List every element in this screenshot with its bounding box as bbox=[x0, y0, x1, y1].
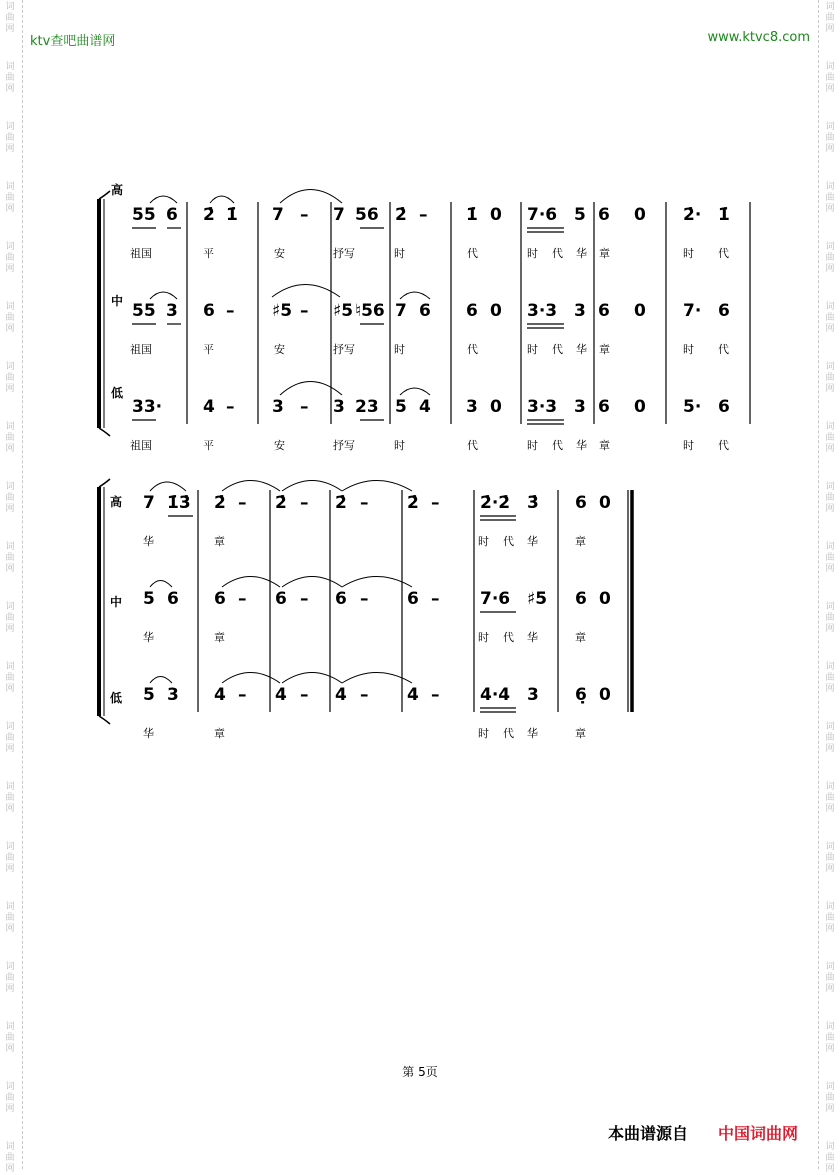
part-label: 低 bbox=[110, 691, 123, 705]
lyric: 时 bbox=[394, 247, 405, 260]
watermark-char: 曲 bbox=[825, 493, 835, 503]
watermark-char: 网 bbox=[5, 324, 15, 334]
lyric: 代 bbox=[552, 343, 563, 356]
watermark-char: 词 bbox=[825, 542, 835, 552]
note: 0 bbox=[490, 397, 502, 417]
watermark-char: 网 bbox=[825, 1164, 835, 1174]
part-label: 中 bbox=[111, 294, 124, 308]
note: 5 bbox=[143, 685, 155, 705]
lyric: 平 bbox=[203, 343, 214, 356]
note: 6 bbox=[575, 589, 587, 609]
part-label: 高 bbox=[111, 183, 124, 197]
watermark-char: 网 bbox=[5, 384, 15, 394]
lyric: 祖国 bbox=[130, 343, 152, 356]
watermark-char: 词 bbox=[5, 782, 15, 792]
note: – bbox=[431, 685, 440, 705]
note: 3·3 bbox=[527, 397, 558, 417]
note: 4 bbox=[275, 685, 287, 705]
lyric: 时 bbox=[683, 247, 694, 260]
watermark-char: 词 bbox=[825, 302, 835, 312]
note: 3·3 bbox=[527, 301, 558, 321]
system1-slurs bbox=[150, 190, 430, 396]
watermark-char: 词 bbox=[5, 902, 15, 912]
watermark-char: 曲 bbox=[825, 193, 835, 203]
lyric: 代 bbox=[467, 439, 478, 452]
note: 2̇ bbox=[203, 205, 215, 225]
note: – bbox=[300, 685, 309, 705]
note: 3 bbox=[167, 685, 179, 705]
watermark-char: 网 bbox=[5, 444, 15, 454]
watermark-char: 词 bbox=[5, 362, 15, 372]
note: 55 bbox=[132, 205, 156, 225]
watermark-char: 词 bbox=[825, 122, 835, 132]
note: 3̇ bbox=[527, 493, 539, 513]
lyric: 华 bbox=[143, 535, 154, 548]
watermark-char: 网 bbox=[5, 684, 15, 694]
watermark-char: 网 bbox=[825, 444, 835, 454]
watermark-char: 网 bbox=[5, 24, 15, 34]
watermark-char: 曲 bbox=[825, 673, 835, 683]
watermark-char: 词 bbox=[5, 1022, 15, 1032]
note: – bbox=[300, 205, 309, 225]
watermark-char: 网 bbox=[825, 324, 835, 334]
note: 0 bbox=[634, 301, 646, 321]
watermark-char: 词 bbox=[825, 1142, 835, 1152]
note: 55 bbox=[132, 301, 156, 321]
footer-site-name[interactable]: 中国词曲网 bbox=[718, 1124, 799, 1143]
watermark-char: 网 bbox=[5, 264, 15, 274]
lyric: 章 bbox=[214, 727, 225, 740]
header-site-url[interactable]: www.ktvc8.com bbox=[707, 30, 810, 45]
watermark-char: 词 bbox=[5, 302, 15, 312]
watermark-char: 词 bbox=[5, 242, 15, 252]
note: 2̇ bbox=[395, 205, 407, 225]
watermark-char: 网 bbox=[5, 204, 15, 214]
note: 6 bbox=[718, 397, 730, 417]
lyric: 华 bbox=[527, 535, 538, 548]
lyric: 抒写 bbox=[333, 439, 355, 452]
watermark-char: 网 bbox=[825, 804, 835, 814]
lyric: 平 bbox=[203, 247, 214, 260]
note: 2̇ bbox=[214, 493, 226, 513]
watermark-char: 曲 bbox=[5, 253, 15, 263]
lyric: 祖国 bbox=[130, 439, 152, 452]
watermark-char: 网 bbox=[825, 684, 835, 694]
note: 3 bbox=[574, 301, 586, 321]
note: 1̇ bbox=[226, 205, 238, 225]
note: – bbox=[300, 493, 309, 513]
lyric: 祖国 bbox=[130, 247, 152, 260]
watermark-char: 网 bbox=[825, 504, 835, 514]
lyric: 华 bbox=[576, 439, 587, 452]
lyric: 章 bbox=[575, 535, 586, 548]
note: 0 bbox=[634, 397, 646, 417]
watermark-char: 词 bbox=[825, 602, 835, 612]
note: 4·4 bbox=[480, 685, 511, 705]
note: – bbox=[238, 493, 247, 513]
note: 5· bbox=[683, 397, 702, 417]
watermark-char: 曲 bbox=[825, 1153, 835, 1163]
watermark-char: 网 bbox=[825, 1104, 835, 1114]
watermark-char: 曲 bbox=[825, 1093, 835, 1103]
watermark-char: 曲 bbox=[825, 1033, 835, 1043]
note: ♯5 bbox=[527, 589, 548, 609]
note: 7 bbox=[395, 301, 407, 321]
watermark-char: 词 bbox=[825, 782, 835, 792]
note: 2̇ bbox=[275, 493, 287, 513]
lyric: 代 bbox=[503, 535, 514, 548]
lyric: 平 bbox=[203, 439, 214, 452]
note: 6 bbox=[419, 301, 431, 321]
watermark-char: 曲 bbox=[825, 373, 835, 383]
watermark-char: 词 bbox=[825, 842, 835, 852]
watermark-char: 曲 bbox=[825, 433, 835, 443]
note: ♯5 bbox=[272, 301, 293, 321]
note: 1̇ bbox=[718, 205, 730, 225]
note: – bbox=[431, 493, 440, 513]
lyric: 代 bbox=[718, 343, 729, 356]
watermark-char: 曲 bbox=[825, 973, 835, 983]
lyric: 代 bbox=[552, 439, 563, 452]
note: 7· bbox=[683, 301, 702, 321]
watermark-char: 词 bbox=[5, 662, 15, 672]
note: 6 bbox=[203, 301, 215, 321]
watermark-char: 曲 bbox=[5, 493, 15, 503]
note: – bbox=[360, 493, 369, 513]
note: 4 bbox=[335, 685, 347, 705]
watermark-char: 网 bbox=[5, 84, 15, 94]
watermark-char: 词 bbox=[825, 422, 835, 432]
note: – bbox=[300, 589, 309, 609]
watermark-char: 曲 bbox=[5, 1033, 15, 1043]
watermark-char: 曲 bbox=[825, 133, 835, 143]
lyric: 章 bbox=[575, 727, 586, 740]
note: 0 bbox=[599, 493, 611, 513]
note: 6 bbox=[167, 589, 179, 609]
note: – bbox=[226, 301, 235, 321]
note: 4 bbox=[214, 685, 226, 705]
note: 6 bbox=[275, 589, 287, 609]
watermark-char: 网 bbox=[5, 924, 15, 934]
watermark-char: 词 bbox=[5, 182, 15, 192]
note: 2̇ bbox=[335, 493, 347, 513]
watermark-char: 网 bbox=[825, 744, 835, 754]
lyric: 时 bbox=[527, 439, 538, 452]
watermark-char: 曲 bbox=[825, 13, 835, 23]
watermark-char: 词 bbox=[5, 962, 15, 972]
note: 4 bbox=[419, 397, 431, 417]
watermark-char: 网 bbox=[825, 864, 835, 874]
watermark-char: 曲 bbox=[825, 913, 835, 923]
lyric: 时 bbox=[478, 535, 489, 548]
note: – bbox=[226, 397, 235, 417]
part-label: 中 bbox=[110, 595, 123, 609]
watermark-char: 网 bbox=[5, 744, 15, 754]
watermark-char: 曲 bbox=[5, 13, 15, 23]
note: 5 bbox=[574, 205, 586, 225]
note: 2̇· bbox=[683, 205, 702, 225]
lyric: 华 bbox=[527, 727, 538, 740]
note: 0 bbox=[490, 205, 502, 225]
watermark-char: 词 bbox=[825, 242, 835, 252]
watermark-char: 词 bbox=[825, 182, 835, 192]
lyric: 代 bbox=[718, 439, 729, 452]
note: 0 bbox=[634, 205, 646, 225]
watermark-char: 词 bbox=[825, 482, 835, 492]
lyric: 时 bbox=[394, 343, 405, 356]
watermark-char: 网 bbox=[5, 1044, 15, 1054]
watermark-char: 词 bbox=[5, 62, 15, 72]
note: – bbox=[419, 205, 428, 225]
note: 56 bbox=[355, 205, 379, 225]
lyric: 章 bbox=[599, 247, 610, 260]
watermark-char: 词 bbox=[825, 362, 835, 372]
note: 23 bbox=[355, 397, 379, 417]
watermark-char: 曲 bbox=[825, 793, 835, 803]
watermark-char: 词 bbox=[825, 662, 835, 672]
note: 6 bbox=[718, 301, 730, 321]
note: – bbox=[238, 685, 247, 705]
watermark-char: 曲 bbox=[5, 133, 15, 143]
note: 6 bbox=[575, 493, 587, 513]
watermark-char: 曲 bbox=[825, 853, 835, 863]
lyric: 时 bbox=[683, 343, 694, 356]
watermark-char: 曲 bbox=[5, 553, 15, 563]
note: – bbox=[360, 685, 369, 705]
watermark-char: 网 bbox=[5, 144, 15, 154]
watermark-char: 网 bbox=[5, 1104, 15, 1114]
watermark-char: 曲 bbox=[5, 1153, 15, 1163]
watermark-char: 网 bbox=[5, 984, 15, 994]
lyric: 章 bbox=[599, 343, 610, 356]
note: 7·6 bbox=[480, 589, 511, 609]
watermark-char: 网 bbox=[825, 984, 835, 994]
note: 1̇3̇ bbox=[167, 493, 191, 513]
watermark-char: 网 bbox=[5, 624, 15, 634]
watermark-char: 曲 bbox=[825, 733, 835, 743]
lyric: 抒写 bbox=[333, 247, 355, 260]
footer-source-label: 本曲谱源自 bbox=[608, 1124, 689, 1143]
watermark-char: 词 bbox=[5, 542, 15, 552]
lyric: 安 bbox=[274, 247, 285, 260]
watermark-char: 网 bbox=[825, 384, 835, 394]
note: 3 bbox=[466, 397, 478, 417]
part-label: 高 bbox=[110, 495, 123, 509]
note: 4 bbox=[203, 397, 215, 417]
watermark-char: 词 bbox=[5, 842, 15, 852]
watermark-char: 词 bbox=[825, 2, 835, 12]
note: 7 bbox=[272, 205, 284, 225]
note: 6 bbox=[598, 301, 610, 321]
note: 0 bbox=[599, 589, 611, 609]
note: 7 bbox=[143, 493, 155, 513]
part-label: 低 bbox=[111, 386, 124, 400]
lyric: 安 bbox=[274, 343, 285, 356]
note: 0 bbox=[490, 301, 502, 321]
watermark-char: 词 bbox=[5, 1142, 15, 1152]
lyric: 代 bbox=[467, 343, 478, 356]
watermark-char: 词 bbox=[5, 482, 15, 492]
note: 3 bbox=[333, 397, 345, 417]
note: 6 bbox=[166, 205, 178, 225]
note: 3 bbox=[272, 397, 284, 417]
note: 2̇ bbox=[407, 493, 419, 513]
watermark-char: 曲 bbox=[5, 1093, 15, 1103]
watermark-char: 网 bbox=[5, 504, 15, 514]
watermark-char: 网 bbox=[5, 864, 15, 874]
watermark-char: 网 bbox=[5, 564, 15, 574]
lyric: 时 bbox=[478, 727, 489, 740]
watermark-char: 词 bbox=[5, 602, 15, 612]
note: 2̇·2̇ bbox=[480, 493, 511, 513]
note: – bbox=[238, 589, 247, 609]
watermark-char: 词 bbox=[5, 722, 15, 732]
watermark-char: 词 bbox=[825, 722, 835, 732]
watermark-char: 曲 bbox=[5, 433, 15, 443]
watermark-char: 曲 bbox=[5, 673, 15, 683]
watermark-char: 词 bbox=[825, 962, 835, 972]
watermark-char: 曲 bbox=[5, 793, 15, 803]
watermark-char: 网 bbox=[825, 144, 835, 154]
note: ♮56 bbox=[355, 301, 385, 321]
watermark-char: 网 bbox=[825, 264, 835, 274]
watermark-char: 曲 bbox=[5, 193, 15, 203]
lyric: 章 bbox=[214, 631, 225, 644]
note: 6 bbox=[466, 301, 478, 321]
watermark-char: 曲 bbox=[825, 253, 835, 263]
note: 4 bbox=[407, 685, 419, 705]
lyric: 章 bbox=[599, 439, 610, 452]
watermark-char: 词 bbox=[5, 2, 15, 12]
note: – bbox=[300, 301, 309, 321]
lyric: 华 bbox=[527, 631, 538, 644]
lyric: 时 bbox=[683, 439, 694, 452]
watermark-char: 网 bbox=[825, 24, 835, 34]
note: 3 bbox=[574, 397, 586, 417]
watermark-char: 曲 bbox=[5, 373, 15, 383]
lyric: 华 bbox=[576, 343, 587, 356]
note: 1̇ bbox=[466, 205, 478, 225]
lyric: 抒写 bbox=[333, 343, 355, 356]
note: 6 bbox=[598, 205, 610, 225]
header-site-name[interactable]: ktv查吧曲谱网 bbox=[30, 34, 116, 49]
lyric: 时 bbox=[478, 631, 489, 644]
watermark-char: 曲 bbox=[5, 913, 15, 923]
watermark-char: 曲 bbox=[825, 73, 835, 83]
lyric: 时 bbox=[394, 439, 405, 452]
note: 3 bbox=[166, 301, 178, 321]
note: 5 bbox=[395, 397, 407, 417]
lyric: 华 bbox=[143, 727, 154, 740]
watermark-char: 词 bbox=[825, 1022, 835, 1032]
watermark-char: 词 bbox=[825, 1082, 835, 1092]
watermark-char: 词 bbox=[825, 62, 835, 72]
lyric: 时 bbox=[527, 343, 538, 356]
note: 33· bbox=[132, 397, 163, 417]
watermark-char: 曲 bbox=[825, 613, 835, 623]
watermark-char: 曲 bbox=[5, 613, 15, 623]
lyric: 代 bbox=[503, 631, 514, 644]
note: 6 bbox=[598, 397, 610, 417]
watermark-char: 曲 bbox=[5, 73, 15, 83]
watermark-char: 网 bbox=[825, 204, 835, 214]
watermark-char: 网 bbox=[5, 804, 15, 814]
watermark-char: 曲 bbox=[825, 553, 835, 563]
watermark-char: 网 bbox=[825, 84, 835, 94]
note: ♯5 bbox=[333, 301, 354, 321]
watermark-char: 网 bbox=[825, 624, 835, 634]
note: 6 bbox=[407, 589, 419, 609]
watermark-char: 曲 bbox=[825, 313, 835, 323]
note: – bbox=[360, 589, 369, 609]
note: 0 bbox=[599, 685, 611, 705]
watermark-char: 词 bbox=[5, 1082, 15, 1092]
note: 7 bbox=[333, 205, 345, 225]
lyric: 华 bbox=[143, 631, 154, 644]
note: – bbox=[431, 589, 440, 609]
watermark-char: 曲 bbox=[5, 733, 15, 743]
watermark-char: 曲 bbox=[5, 973, 15, 983]
lyric: 代 bbox=[503, 727, 514, 740]
watermark-char: 网 bbox=[825, 1044, 835, 1054]
lyric: 代 bbox=[718, 247, 729, 260]
lyric: 安 bbox=[274, 439, 285, 452]
watermark-char: 曲 bbox=[5, 313, 15, 323]
lyric: 时 bbox=[527, 247, 538, 260]
watermark-char: 词 bbox=[825, 902, 835, 912]
page-number: 第 5页 bbox=[402, 1065, 438, 1079]
note: – bbox=[300, 397, 309, 417]
note: 3 bbox=[527, 685, 539, 705]
watermark-char: 词 bbox=[5, 122, 15, 132]
note: 5 bbox=[143, 589, 155, 609]
watermark-char: 词 bbox=[5, 422, 15, 432]
lyric: 章 bbox=[214, 535, 225, 548]
note: 6 bbox=[335, 589, 347, 609]
watermark-char: 网 bbox=[825, 564, 835, 574]
watermark-char: 曲 bbox=[5, 853, 15, 863]
note: 6̣ bbox=[575, 685, 587, 705]
lyric: 华 bbox=[576, 247, 587, 260]
watermark-char: 网 bbox=[5, 1164, 15, 1174]
lyric: 代 bbox=[552, 247, 563, 260]
watermark-char: 网 bbox=[825, 924, 835, 934]
note: 7·6 bbox=[527, 205, 558, 225]
lyric: 章 bbox=[575, 631, 586, 644]
note: 6 bbox=[214, 589, 226, 609]
lyric: 代 bbox=[467, 247, 478, 260]
